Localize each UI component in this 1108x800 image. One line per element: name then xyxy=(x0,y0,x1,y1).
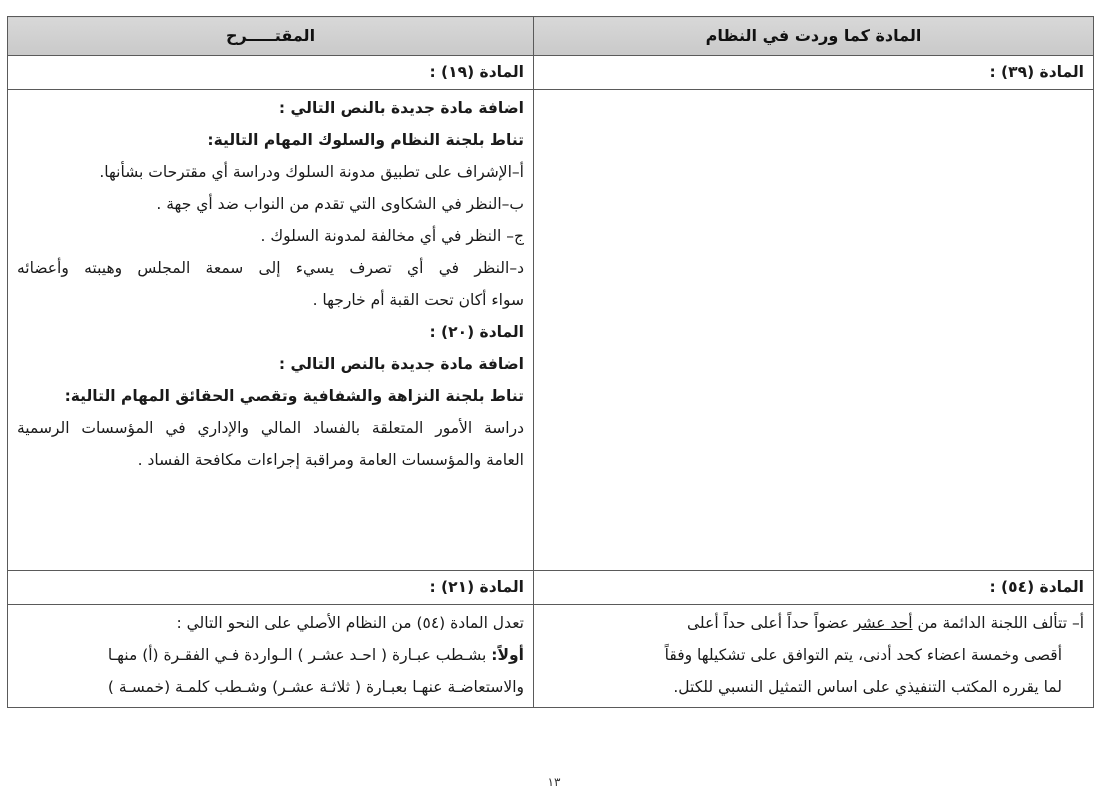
original-text-cell-empty xyxy=(534,90,1094,571)
proposed-article-21: المادة (٢١) : xyxy=(8,571,534,605)
original-article-54: المادة (٥٤) : xyxy=(534,571,1094,605)
original-text-cell-54 xyxy=(534,605,1094,708)
proposed-line: تناط بلجنة النزاهة والشفافية وتقصي الحقائق المهام التالية: xyxy=(64,387,524,405)
original-line: أ– تتألف اللجنة الدائمة من أحد عشر عضواً حداً أعلى حداً أعلى xyxy=(687,614,1084,632)
header-proposed-column: المقتـــــرح xyxy=(8,17,534,56)
original-article-39: المادة (٣٩) : xyxy=(534,56,1094,90)
table-row xyxy=(8,605,1094,708)
proposed-line: أولاً: بشـطب عبـارة ( احـد عشـر ) الـواردة فـي الفقـرة (أ) منهـا xyxy=(107,646,524,664)
proposed-line: د–النظر في أي تصرف يسيء إلى سمعة المجلس وهيبته وأعضائه xyxy=(17,259,524,277)
proposed-line: سواء أكان تحت القبة أم خارجها . xyxy=(312,291,524,309)
original-line: لما يقرره المكتب التنفيذي على اساس التمثيل النسبي للكتل. xyxy=(673,678,1062,696)
proposed-line: أ–الإشراف على تطبيق مدونة السلوك ودراسة أي مقترحات بشأنها. xyxy=(99,163,524,181)
proposed-line: دراسة الأمور المتعلقة بالفساد المالي والإداري في المؤسسات الرسمية xyxy=(17,419,524,437)
header-original-column: المادة كما وردت في النظام xyxy=(534,17,1094,56)
proposed-article-20-heading: المادة (٢٠) : xyxy=(429,323,524,341)
page-number: ١٣ xyxy=(547,775,561,789)
proposed-line: والاستعاضـة عنهـا بعبـارة ( ثلاثـة عشـر) وشـطب كلمـة (خمسـة ) xyxy=(107,678,524,696)
proposed-line: ج– النظر في أي مخالفة لمدونة السلوك . xyxy=(260,227,524,245)
proposed-line: تعدل المادة (٥٤) من النظام الأصلي على النحو التالي : xyxy=(176,614,524,632)
proposed-line: تناط بلجنة النظام والسلوك المهام التالية: xyxy=(207,131,524,149)
proposed-line: العامة والمؤسسات العامة ومراقبة إجراءات مكافحة الفساد . xyxy=(137,451,524,469)
proposed-text-cell-21 xyxy=(8,605,534,708)
proposed-line: ب–النظر في الشكاوى التي تقدم من النواب ضد أي جهة . xyxy=(156,195,524,213)
table-row xyxy=(8,56,1094,90)
proposed-article-19: المادة (١٩) : xyxy=(8,56,534,90)
comparison-table xyxy=(7,16,1094,708)
proposed-line: اضافة مادة جديدة بالنص التالي : xyxy=(278,99,524,117)
table-header-row xyxy=(8,17,1094,56)
proposed-text-cell-19-20 xyxy=(8,90,534,571)
original-line: أقصى وخمسة اعضاء كحد أدنى، يتم التوافق على تشكيلها وفقاً xyxy=(664,646,1062,664)
underlined-phrase: أحد عشر xyxy=(853,614,913,632)
table-row xyxy=(8,571,1094,605)
table-row xyxy=(8,90,1094,571)
proposed-line: اضافة مادة جديدة بالنص التالي : xyxy=(278,355,524,373)
